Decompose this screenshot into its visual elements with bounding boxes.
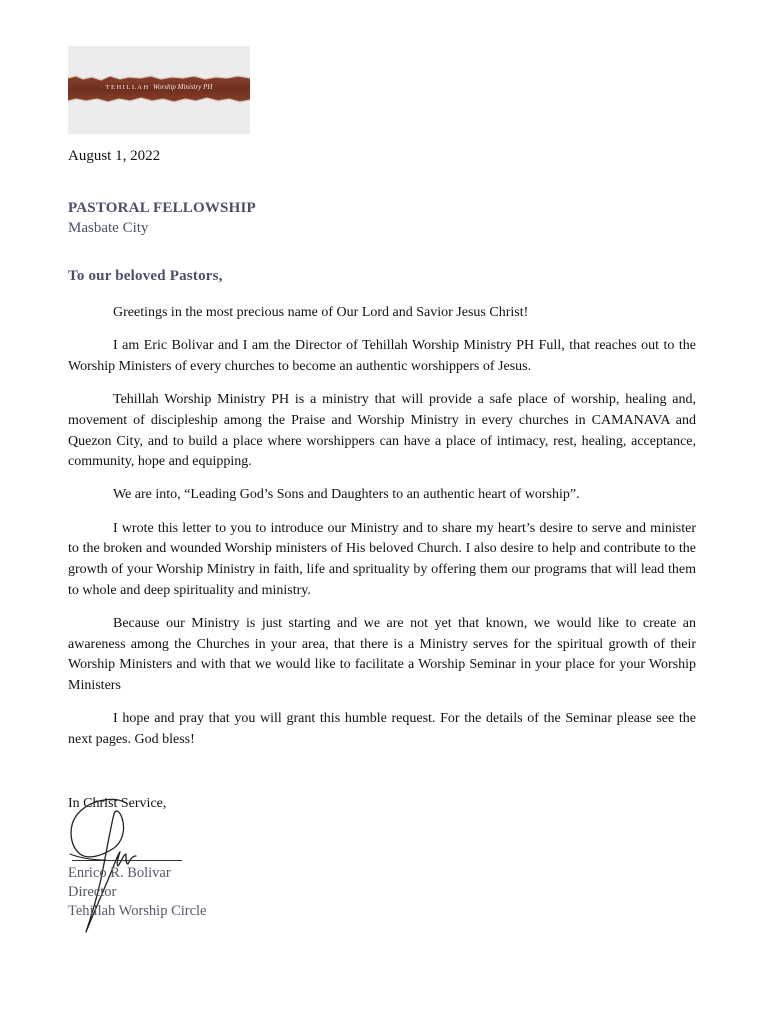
letter-date: August 1, 2022 xyxy=(68,148,161,164)
recipient-city: Masbate City xyxy=(68,220,149,236)
body-paragraph: I am Eric Bolivar and I am the Director of Tehillah Worship Ministry PH Full, that reaches out to the Worship Ministers of every churches to become an authentic worshippers of Jesus. xyxy=(68,338,696,374)
signatory-title: Director xyxy=(68,884,117,900)
body-paragraph: Tehillah Worship Ministry PH is a ministry that will provide a safe place of worship, healing and, movement of discipleship among the Praise and Worship Ministry in every churches in CAMANAVA and Quezon City, and to build a place where worshippers can have a place of intimacy, rest, healing, acceptance, community, hope and equipping. xyxy=(68,392,696,470)
body-paragraph: I wrote this letter to you to introduce our Ministry and to share my heart’s desire to serve and minister to the broken and wounded Worship ministers of His beloved Church. I also desire to help and contribute to the growth of your Worship Ministry in faith, life and sprituality by offering them our programs that will lead them to whole and deep spirituality and ministry. xyxy=(68,520,696,598)
body-paragraph: I hope and pray that you will grant this humble request. For the details of the Seminar please see the next pages. God bless! xyxy=(68,711,696,747)
body-paragraph: We are into, “Leading God’s Sons and Daughters to an authentic heart of worship”. xyxy=(113,487,580,503)
salutation: To our beloved Pastors, xyxy=(68,268,223,284)
closing-phrase: In Christ Service, xyxy=(68,796,167,811)
signatory-organization: Tehillah Worship Circle xyxy=(68,903,207,919)
logo-wordmark: TEHILLAH Worship Ministry PH xyxy=(105,83,213,91)
signature-block xyxy=(68,864,207,921)
letter-body xyxy=(68,303,696,763)
letterhead-logo xyxy=(68,46,250,134)
body-paragraph: Greetings in the most precious name of Our Lord and Savior Jesus Christ! xyxy=(113,305,529,320)
recipient-organization: PASTORAL FELLOWSHIP xyxy=(68,200,256,216)
body-paragraph: Because our Ministry is just starting and we are not yet that known, we would like to create an awareness among the Churches in your area, that there is a Ministry serves for the spiritual growth of their Worship Ministers and with that we would like to facilitate a Worship Seminar in your place for your Worship Ministers xyxy=(68,615,696,694)
signatory-name: Enrico R. Bolivar xyxy=(68,865,171,881)
